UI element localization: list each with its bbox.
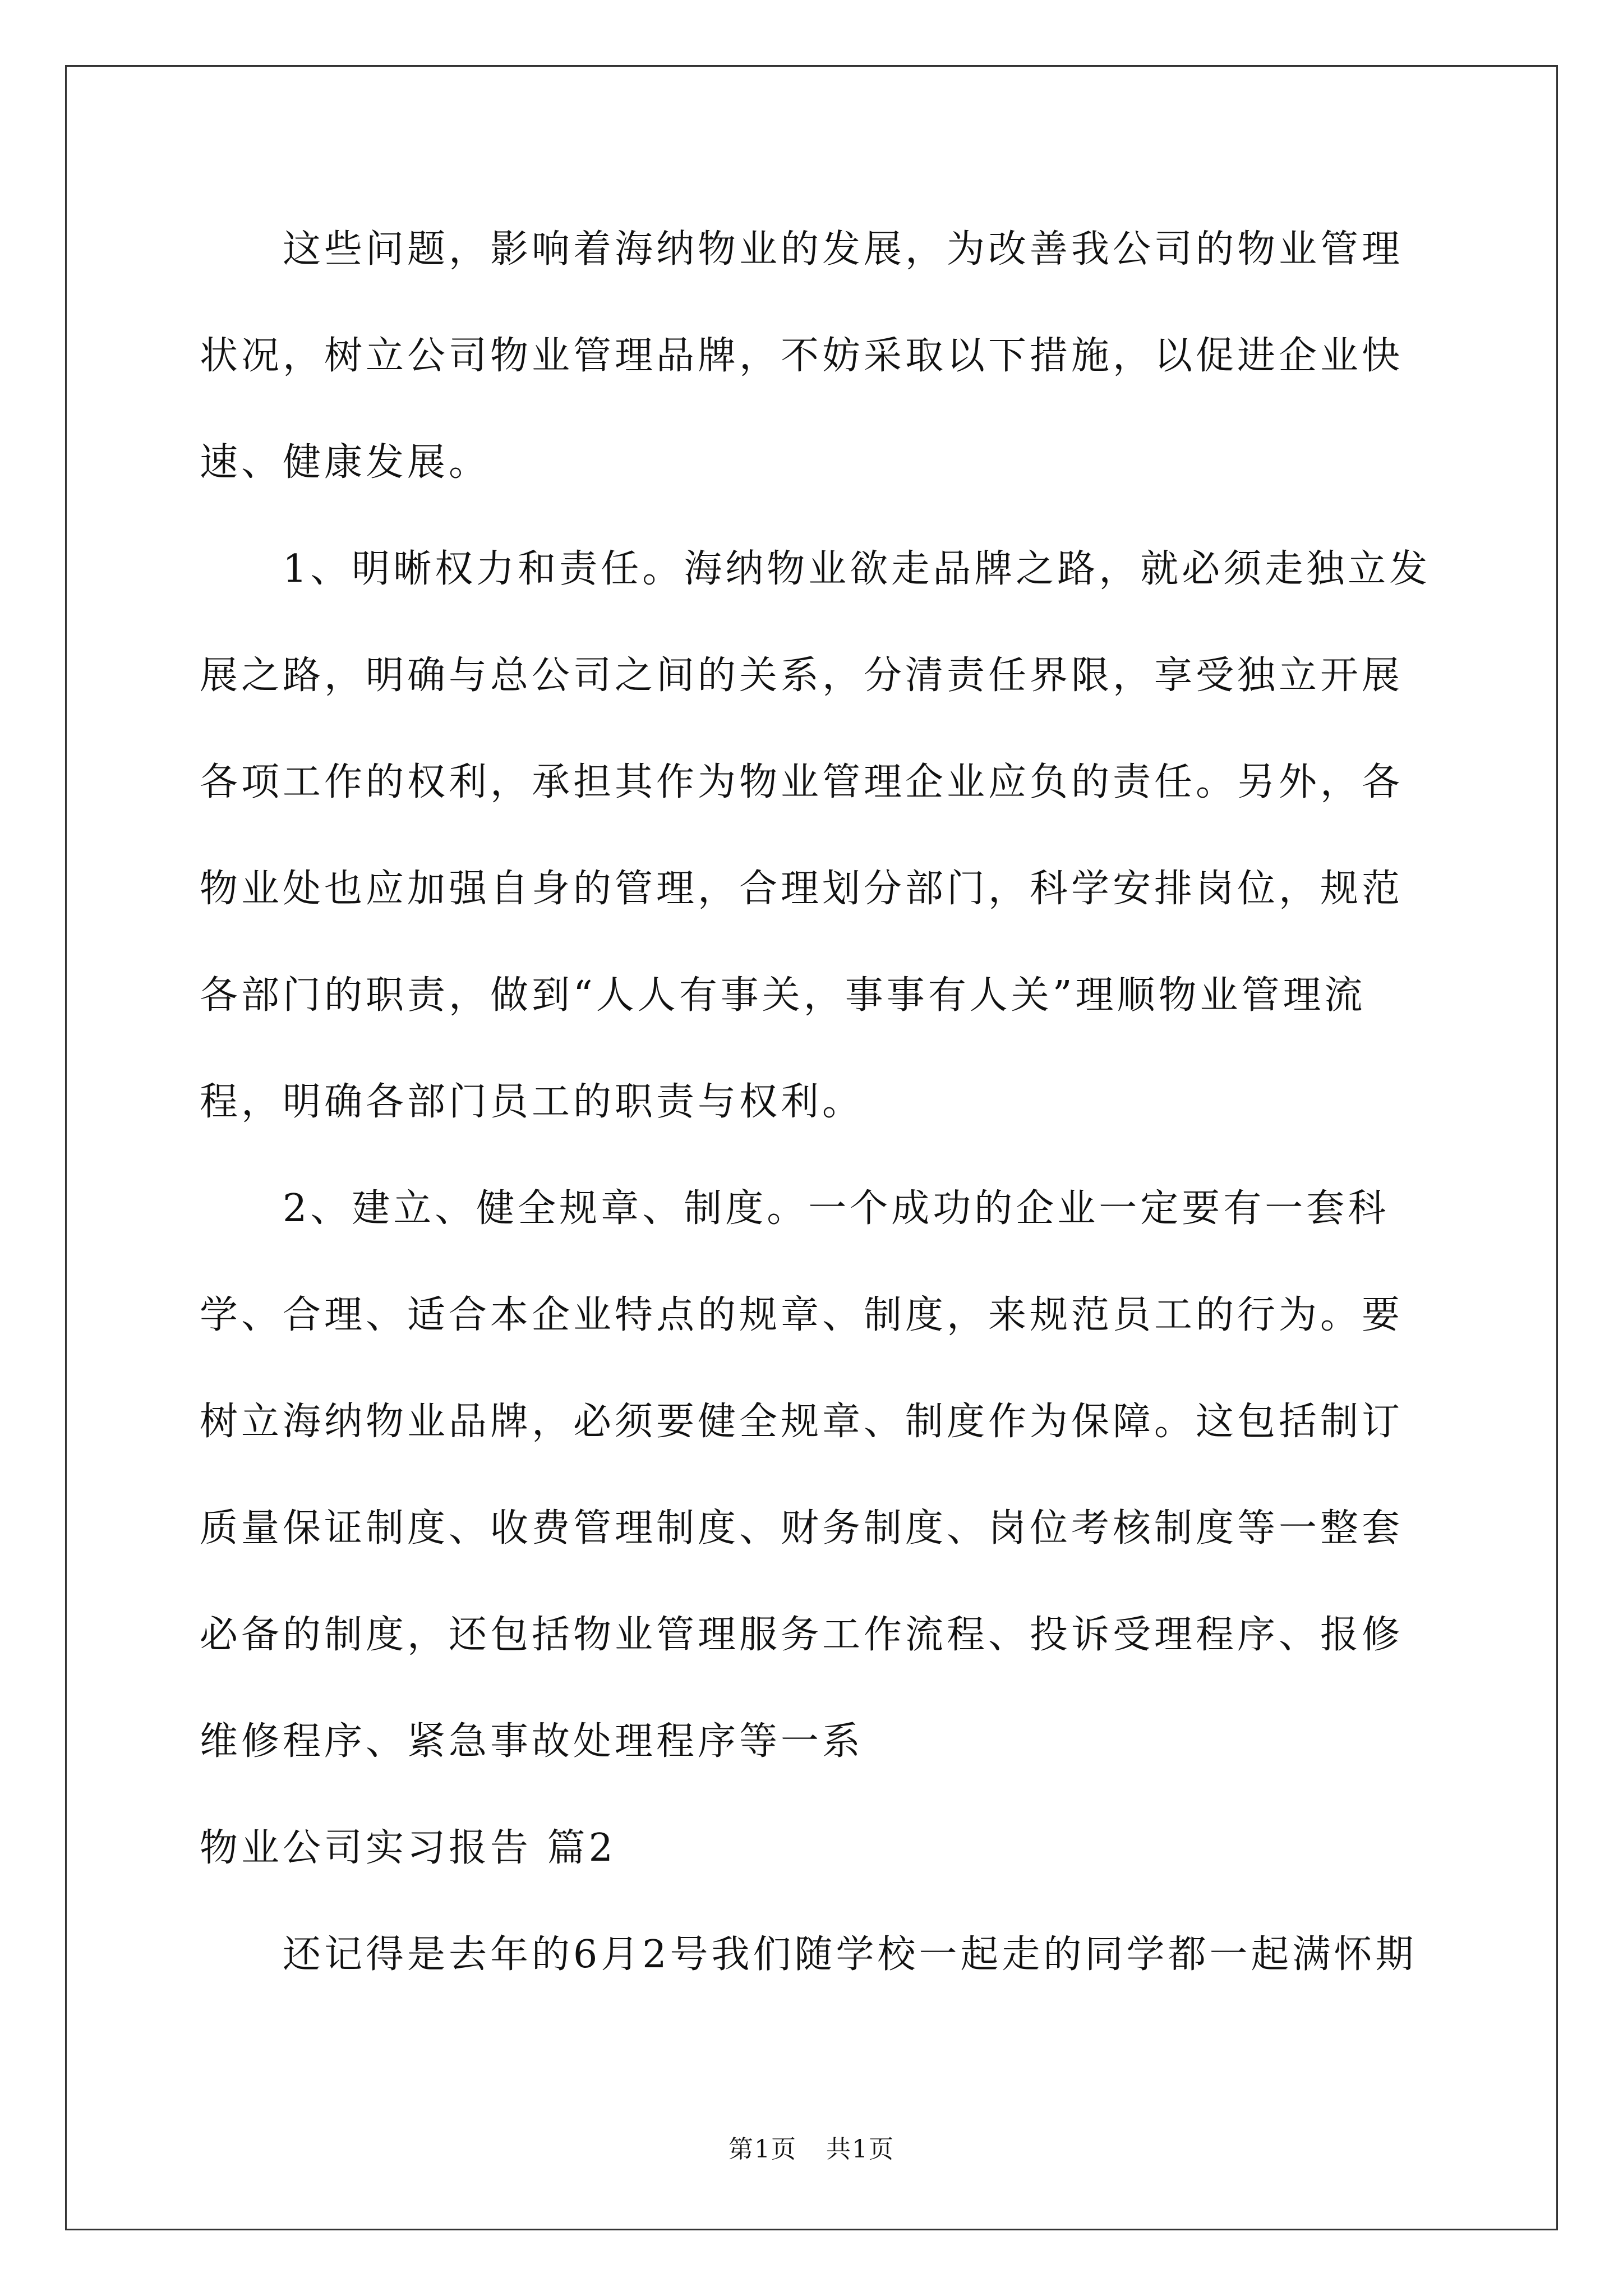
paragraph-intro: 这些问题，影响着海纳物业的发展，为改善我公司的物业管理状况，树立公司物业管理品牌，不妨采取以下措施，以促进企业快速、健康发展。 [200, 227, 1404, 485]
paragraph-section-2: 还记得是去年的6月2号我们随学校一起走的同学都一起满怀期 [283, 1932, 1417, 1977]
paragraph-point-2: 2、建立、健全规章、制度。一个成功的企业一定要有一套科学、合理、适合本企业特点的规章、制度，来规范员工的行为。要树立海纳物业品牌，必须要健全规章、制度作为保障。这包括制订质量保证制度、收费管理制度、财务制度、岗位考核制度等一整套必备的制度，还包括物业管理服务工作流程、投诉受理程序、报修维修程序、紧急事故处理程序等一系 [200, 1186, 1404, 1764]
paragraph-point-1: 1、明晰权力和责任。海纳物业欲走品牌之路，就必须走独立发展之路，明确与总公司之间的关系，分清责任界限，享受独立开展各项工作的权利，承担其作为物业管理企业应负的责任。另外，各物业处也应加强自身的管理，合理划分部门，科学安排岗位，规范各部门的职责，做到“人人有事关，事事有人关”理顺物业管理流程，明确各部门员工的职责与权利。 [200, 547, 1431, 1124]
page-number: 第1页 [728, 2135, 797, 2164]
page-total: 共1页 [826, 2135, 895, 2164]
section-heading: 物业公司实习报告 篇2 [200, 1826, 616, 1870]
document-body [200, 196, 1433, 2008]
page-footer [0, 2129, 1623, 2165]
